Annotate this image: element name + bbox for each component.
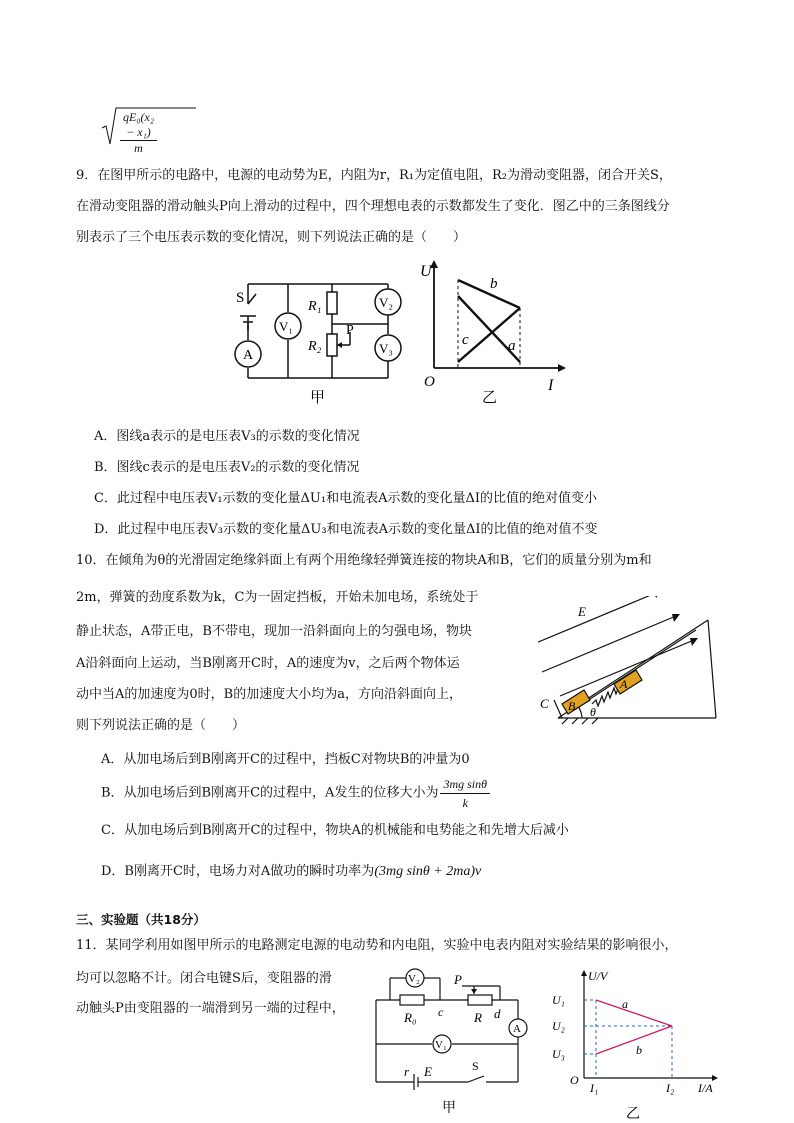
q11-fig-yi-caption: 乙 — [626, 1107, 640, 1122]
q9-graph-line-b: b — [490, 276, 498, 292]
q11-graph-u1: U₁ — [552, 993, 565, 1007]
q10-wall-c-label: C — [540, 696, 549, 711]
q11-graph-u3: U₃ — [552, 1047, 565, 1061]
q9-option-c: C．此过程中电压表V₁示数的变化量ΔU₁和电流表A示数的变化量ΔI的比值的绝对值变小 — [94, 491, 598, 506]
q10-incline-figure — [538, 596, 718, 732]
q9-graph-u-axis: U — [420, 263, 432, 280]
q9-r1-label: R₁ — [308, 299, 322, 314]
q10-option-a: A．从加电场后到B刚离开C的过程中，挡板C对物块B的冲量为0 — [101, 752, 470, 767]
q9-line3: 别表示了三个电压表示数的变化情况，则下列说法正确的是（ ） — [76, 230, 467, 245]
q11-r-label: R — [474, 1010, 482, 1025]
q9-r2-label: R₂ — [308, 339, 322, 354]
q10-angle-label: θ — [590, 705, 596, 719]
q9-ammeter-label: A — [243, 348, 254, 363]
q9-fig-yi-caption: 乙 — [482, 390, 498, 406]
q10-option-d — [101, 863, 481, 881]
q11-graph-i1: I₁ — [590, 1081, 599, 1095]
q9-line1: 9．在图甲所示的电路中，电源的电动势为E，内阻为r，R₁为定值电阻，R₂为滑动变阻器，闭合开关S， — [76, 168, 672, 183]
q11-graph-figure — [548, 966, 738, 1123]
q11-node-d-label: d — [494, 1006, 501, 1021]
q9-v2-label: V₂ — [379, 295, 393, 310]
top-formula-numerator: qE₀(x₂ − x₁) — [120, 110, 157, 141]
q10-line2: 2m，弹簧的劲度系数为k，C为一固定挡板，开始未加电场，系统处于 — [76, 590, 479, 605]
q9-fig-jia-caption: 甲 — [310, 390, 326, 406]
q11-graph-origin: O — [570, 1073, 579, 1087]
q11-circuit-figure — [372, 964, 532, 1123]
q9-graph-figure — [418, 258, 568, 410]
q10-line3: 静止状态，A带正电，B不带电，现加一沿斜面向上的匀强电场，物块 — [76, 624, 472, 639]
q11-graph-u-axis: U/V — [588, 969, 608, 983]
q11-ammeter-label: A — [513, 1023, 521, 1035]
q9-v1-label: V₁ — [279, 319, 293, 334]
q9-switch-label: S — [236, 290, 245, 306]
q10-line5: 动中当A的加速度为0时，B的加速度大小均为a，方向沿斜面向上， — [76, 687, 462, 702]
q9-line2: 在滑动变阻器的滑动触头P向上滑动的过程中，四个理想电表的示数都发生了变化．图乙中的三条图线分 — [76, 199, 670, 214]
q10-line6: 则下列说法正确的是（ ） — [76, 718, 246, 733]
q11-switch-label: S — [472, 1059, 479, 1073]
q9-option-d: D．此过程中电压表V₃示数的变化量ΔU₃和电流表A示数的变化量ΔI的比值的绝对值不变 — [94, 522, 598, 537]
q10-option-b-denominator: k — [462, 796, 468, 810]
top-formula-denominator: m — [134, 141, 143, 155]
q9-slider-label: P — [346, 323, 354, 338]
q11-graph-i-axis: I/A — [698, 1081, 713, 1095]
q11-fig-jia-caption: 甲 — [442, 1101, 456, 1116]
q9-circuit-figure — [228, 268, 408, 410]
q9-option-a: A．图线a表示的是电压表V₃的示数的变化情况 — [94, 429, 360, 444]
q9-v3-label: V₃ — [379, 341, 393, 356]
q11-v2-label: V₂ — [408, 973, 420, 985]
q10-option-b — [101, 775, 490, 812]
q10-line4: A沿斜面向上运动，当B刚离开C时，A的速度为v，之后两个物体运 — [76, 656, 460, 671]
q11-graph-i2: I₂ — [666, 1081, 675, 1095]
q9-graph-line-a: a — [508, 338, 516, 354]
q11-graph-line-b: b — [636, 1043, 642, 1057]
q11-emf-label: E — [424, 1064, 432, 1079]
q11-r0-label: R₀ — [404, 1010, 417, 1025]
q11-graph-line-a: a — [622, 997, 628, 1011]
section3-title: 三、实验题（共18分） — [76, 912, 206, 927]
q11-node-c-label: c — [438, 1005, 444, 1019]
q10-option-b-text: B．从加电场后到B刚离开C的过程中，A发生的位移大小为 — [101, 785, 439, 801]
q9-graph-line-c: c — [462, 332, 469, 348]
q11-internal-r-label: r — [404, 1064, 410, 1079]
q10-option-b-numerator: 3mg sinθ — [440, 775, 490, 794]
q10-field-label: E — [578, 604, 586, 619]
q11-line2: 均可以忽略不计。闭合电键S后，变阻器的滑 — [76, 971, 332, 986]
q9-option-b: B．图线c表示的是电压表V₂的示数的变化情况 — [94, 460, 360, 475]
q11-line3: 动触头P由变阻器的一端滑到另一端的过程中， — [76, 1001, 345, 1016]
q10-line1: 10．在倾角为θ的光滑固定绝缘斜面上有两个用绝缘轻弹簧连接的物块A和B，它们的质量分别为m和 — [76, 553, 652, 568]
q11-slider-label: P — [454, 972, 462, 987]
q11-line1: 11．某同学利用如图甲所示的电路测定电源的电动势和内电阻，实验中电表内阻对实验结果的影响很小， — [76, 938, 678, 953]
q10-option-c: C．从加电场后到B刚离开C的过程中，物块A的机械能和电势能之和先增大后减小 — [101, 823, 569, 838]
q10-block-b-label: B — [568, 699, 576, 713]
q10-option-d-text: D．B刚离开C时，电场力对A做功的瞬时功率为 — [101, 864, 375, 879]
q10-option-d-formula: (3mg sinθ + 2ma)v — [374, 864, 482, 879]
q9-graph-origin: O — [424, 374, 435, 390]
q11-v1-label: V₁ — [435, 1039, 447, 1051]
q10-block-a-label: A — [620, 677, 628, 691]
q9-graph-i-axis: I — [548, 377, 554, 394]
q11-graph-u2: U₂ — [552, 1019, 565, 1033]
